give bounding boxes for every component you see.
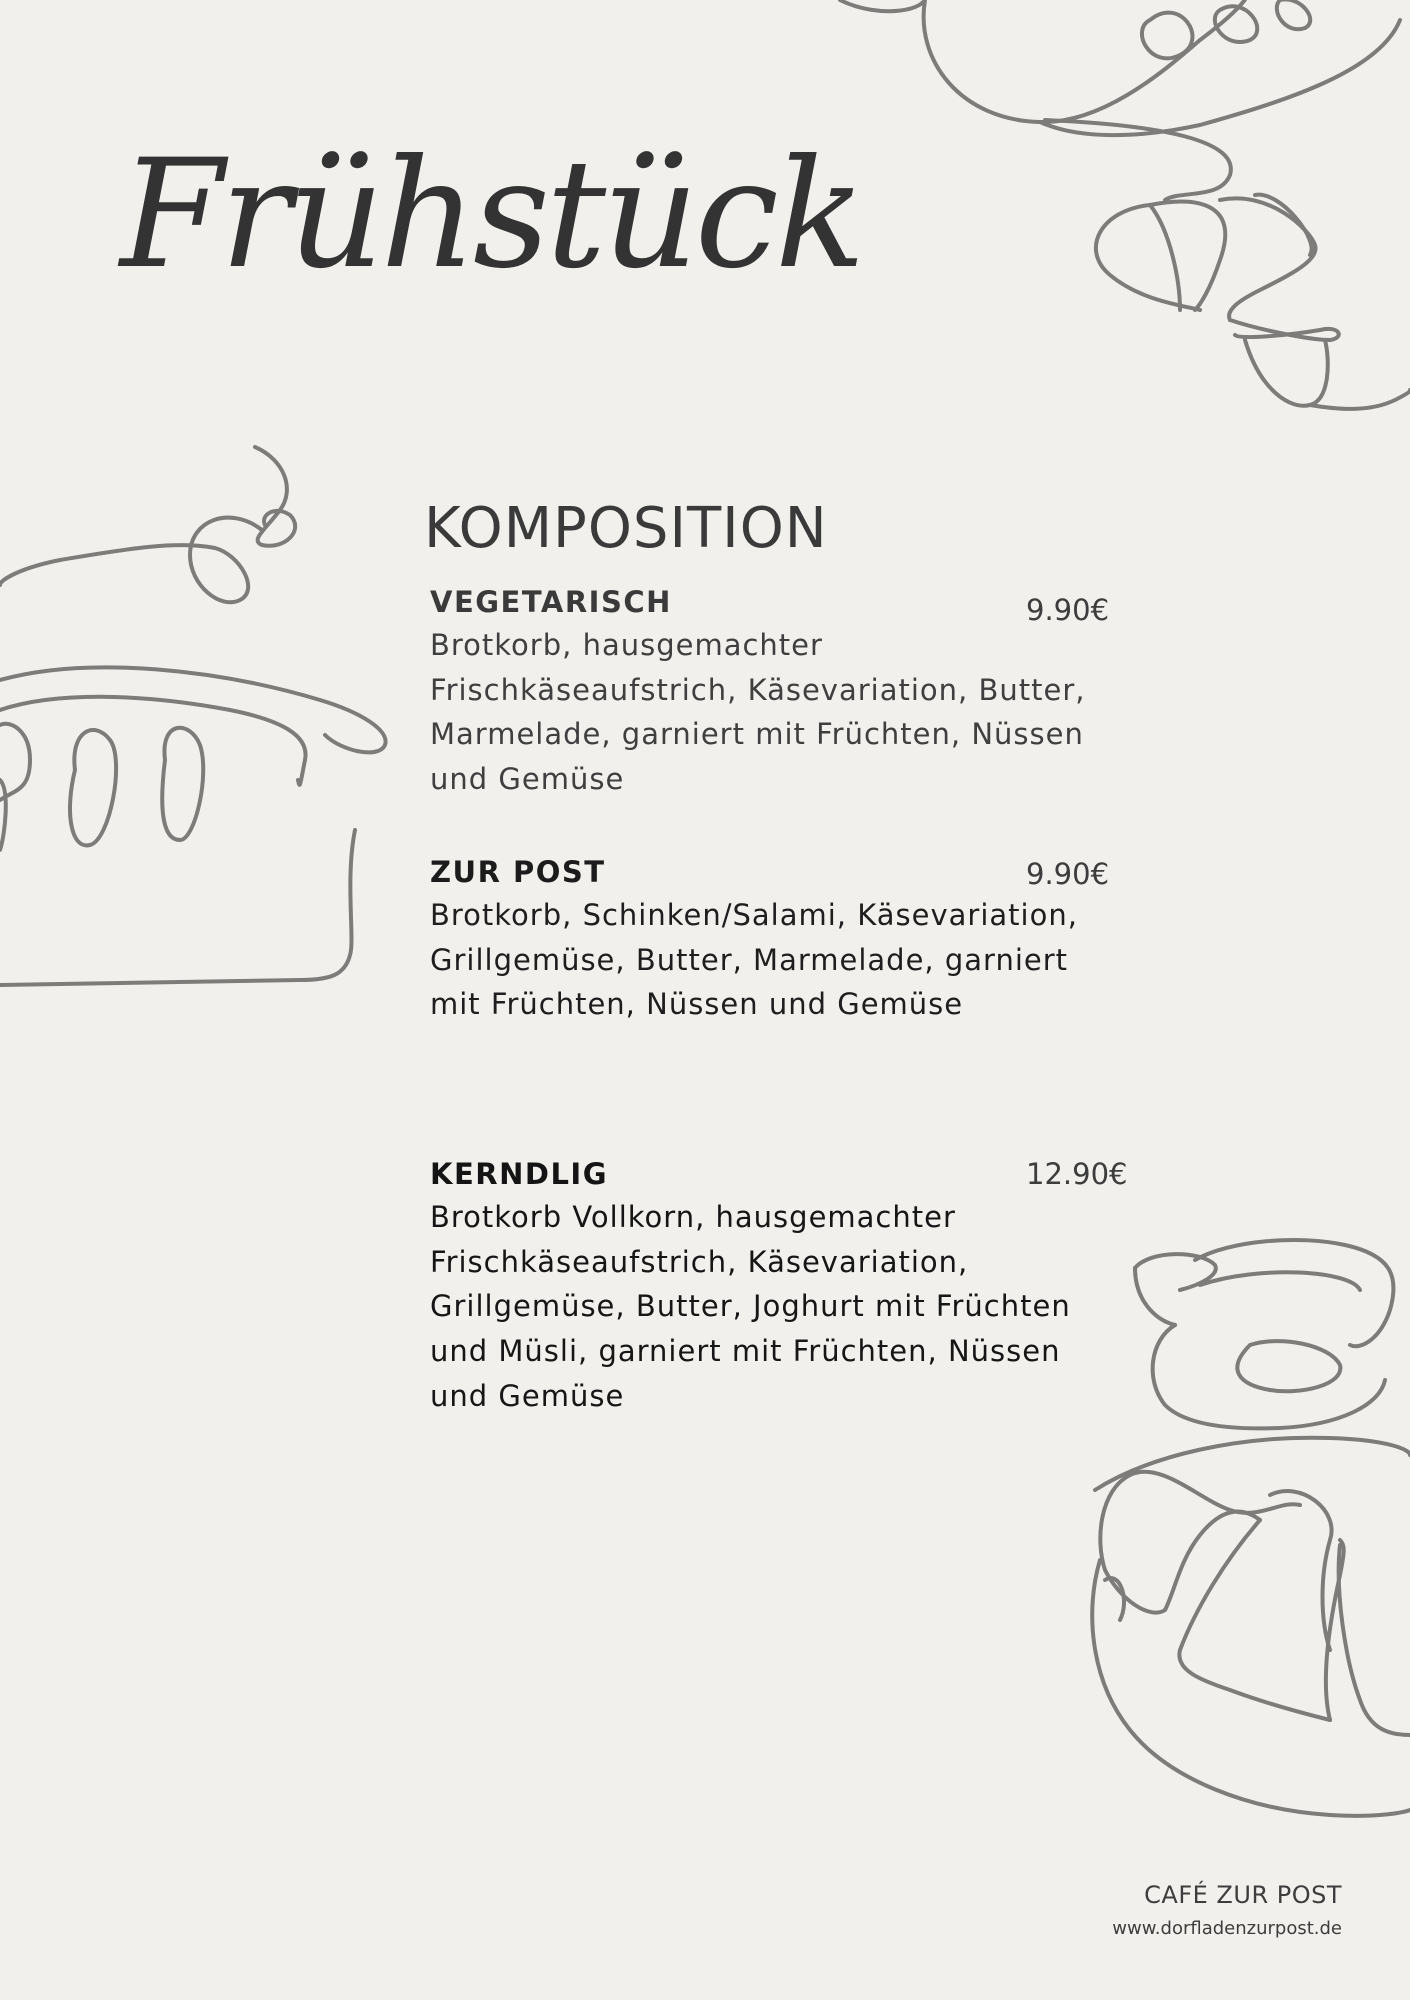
- item-price: 9.90€: [1026, 857, 1110, 891]
- page-title: Frühstück: [120, 128, 862, 302]
- menu-item-zur-post: [430, 851, 1130, 1027]
- item-description: Brotkorb, hausgemachter Frischkäseaufstrich, Käsevariation, Butter, Marmelade, garniert mit Früchten, Nüssen und Gemüse: [430, 628, 1086, 797]
- item-name: ZUR POST: [430, 855, 606, 889]
- item-price: 9.90€: [1026, 593, 1110, 627]
- item-description: Brotkorb Vollkorn, hausgemachter Frischkäseaufstrich, Käsevariation, Grillgemüse, Butter, Joghurt mit Früchten und Müsli, garniert mit Früchten, Nüssen und Gemüse: [430, 1200, 1071, 1413]
- pastry-icon: [1092, 1438, 1410, 1816]
- item-description: Brotkorb, Schinken/Salami, Käsevariation, Grillgemüse, Butter, Marmelade, garniert mit Früchten, Nüssen und Gemüse: [430, 898, 1078, 1022]
- footer-cafe-name: CAFÉ ZUR POST: [1144, 1881, 1342, 1909]
- item-price: 12.90€: [1026, 1157, 1128, 1191]
- menu-item-vegetarisch: [430, 581, 1130, 802]
- croissant-icon: [1096, 195, 1410, 409]
- item-name: KERNDLIG: [430, 1157, 609, 1191]
- cake-icon: [0, 447, 386, 985]
- item-name: VEGETARISCH: [430, 585, 672, 619]
- section-heading: KOMPOSITION: [424, 496, 828, 561]
- footer-website-link[interactable]: www.dorfladenzurpost.de: [1112, 1918, 1342, 1939]
- bread-loaf-icon: [840, 0, 1400, 200]
- teacup-icon: [1135, 1240, 1394, 1428]
- menu-item-kerndlig: [430, 1153, 1130, 1419]
